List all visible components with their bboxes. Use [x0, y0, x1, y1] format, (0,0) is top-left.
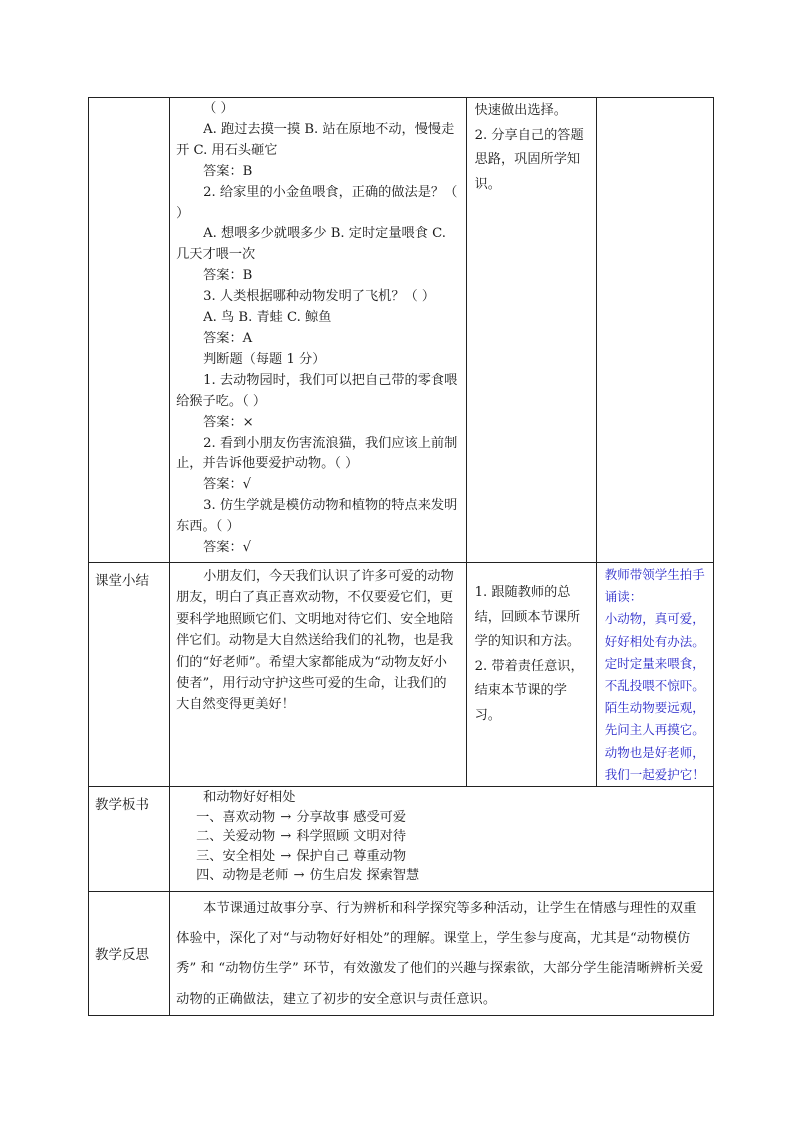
chant-line: 我们一起爱护它！: [604, 766, 705, 782]
reflection-row: [89, 892, 714, 1016]
quiz-row: [89, 98, 714, 563]
board-item-topic: 四、动物是老师: [196, 868, 289, 884]
quiz-answer: 答案：A: [203, 330, 253, 346]
summary-row: [89, 563, 714, 787]
board-item-detail: 仿生启发 探索智慧: [309, 868, 420, 884]
student-activity-line: 1. 跟随教师的总结，回顾本节课所学的知识和方法。: [474, 585, 581, 650]
board-content-cell: [170, 787, 714, 892]
quiz-question: 2. 看到小朋友伤害流浪猫，我们应该上前制止，并告诉他要爱护动物。（ ）: [176, 435, 458, 472]
student-activity-line: 2. 分享自己的答题思路，巩固所学知识。: [474, 127, 584, 192]
board-item: [170, 847, 713, 867]
board-item-detail: 科学照顾 文明对待: [296, 829, 407, 845]
reflection-label: 教学反思: [95, 947, 149, 964]
board-item-topic: 二、关爱动物: [196, 829, 276, 845]
chant-line: 小动物，真可爱，: [604, 611, 705, 627]
board-item: [170, 808, 713, 828]
quiz-answer: 答案：√: [203, 477, 252, 493]
quiz-answer: 答案：B: [203, 268, 253, 284]
board-item: [170, 866, 713, 886]
student-activity-line: 2. 带着责任意识，结束本节课的学习。: [474, 658, 584, 723]
arrow-icon: →: [293, 868, 305, 884]
board-item-detail: 保护自己 尊重动物: [296, 848, 407, 864]
board-item-detail: 分享故事 感受可爱: [296, 809, 407, 825]
quiz-content-cell: [170, 98, 466, 563]
quiz-label-cell: [89, 98, 170, 563]
quiz-question: 3. 仿生学就是模仿动物和植物的特点来发明东西。（ ）: [176, 498, 458, 535]
quiz-answer: 答案：B: [203, 163, 253, 179]
chant-line: 不乱投喂不惊吓。: [604, 678, 705, 694]
student-activity-line: 快速做出选择。: [474, 103, 567, 118]
board-row: [89, 787, 714, 892]
chant-line: 动物也是好老师，: [604, 744, 705, 760]
lesson-plan-table: [88, 97, 714, 1016]
chant-line: 陌生动物要远观，: [604, 700, 705, 716]
quiz-line: （ ）: [203, 101, 234, 116]
quiz-student-cell: [466, 98, 596, 563]
quiz-answer: 答案：√: [203, 540, 252, 556]
quiz-line: A. 想喂多少就喂多少 B. 定时定量喂食 C. 几天才喂一次: [176, 226, 446, 263]
summary-teacher-text: 小朋友们，今天我们认识了许多可爱的动物朋友，明白了真正喜欢动物，不仅要爱它们，更要科学地照顾它们、文明地对待它们、安全地陪伴它们。动物是大自然送给我们的礼物，也是我们的“好老师”。希望大家都能成为“动物友好小使者”，用行动守护这些可爱的生命，让我们的大自然变得更美好！: [176, 569, 454, 713]
board-item-topic: 三、安全相处: [196, 848, 276, 864]
chant-line: 定时定量来喂食，: [604, 655, 705, 671]
quiz-question: 1. 去动物园时，我们可以把自己带的零食喂给猴子吃。（ ）: [176, 372, 458, 409]
reflection-text: 本节课通过故事分享、行为辨析和科学探究等多种活动，让学生在情感与理性的双重体验中，深化了对“与动物好好相处”的理解。课堂上，学生参与度高，尤其是“动物模仿秀” 和 “动物仿生学” 环节，有效激发了他们的兴趣与探索欲，大部分学生能清晰辨析关爱动物的正确做法，建立了初步的安全意识与责任意识。: [176, 901, 704, 1007]
reflection-content-cell: [170, 892, 714, 1016]
board-item: [170, 827, 713, 847]
quiz-section-heading: 判断题（每题 1 分）: [203, 351, 326, 367]
quiz-answer: 答案：×: [203, 414, 254, 430]
reflection-label-cell: [89, 892, 170, 1016]
arrow-icon: →: [280, 848, 292, 864]
arrow-icon: →: [280, 829, 292, 845]
board-label: 教学板书: [89, 787, 170, 892]
quiz-question: 2. 给家里的小金鱼喂食，正确的做法是？（ ）: [176, 184, 458, 221]
chant-line: 先问主人再摸它。: [604, 722, 705, 738]
summary-teacher-cell: [170, 563, 466, 787]
chant-intro: 教师带领学生拍手诵读：: [604, 567, 705, 605]
quiz-question: 3. 人类根据哪种动物发明了飞机？（ ）: [203, 289, 436, 305]
chant-line: 好好相处有办法。: [604, 633, 705, 649]
arrow-icon: →: [280, 809, 292, 825]
quiz-line: A. 跑过去摸一摸 B. 站在原地不动，慢慢走开 C. 用石头砸它: [176, 121, 455, 158]
quiz-line: A. 鸟 B. 青蛙 C. 鲸鱼: [203, 310, 332, 326]
summary-student-cell: [466, 563, 596, 787]
quiz-note-cell: [596, 98, 713, 563]
summary-label: 课堂小结: [89, 563, 170, 787]
board-item-topic: 一、喜欢动物: [196, 809, 276, 825]
summary-chant-cell: [596, 563, 713, 787]
board-title: 和动物好好相处: [203, 790, 296, 806]
